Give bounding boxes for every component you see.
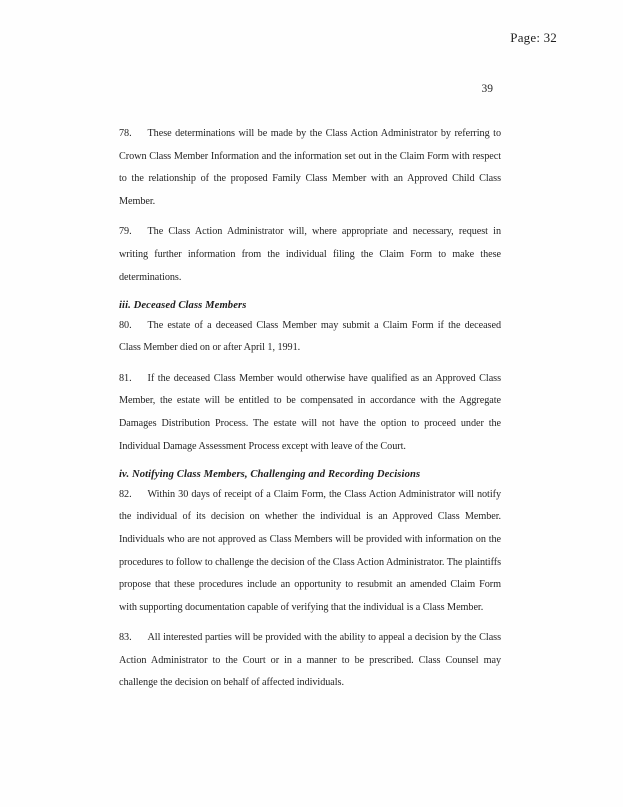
document-page-number: 39 xyxy=(481,83,493,95)
paragraph-81-text: If the deceased Class Member would otherwise have qualified as an Approved Class Member, the estate will be entitled to be compensated in accordance with the Aggregate Damages Distribution Process. The estate will not have the option to proceed under the Individual Damage Assessment Process except with leave of the Court. xyxy=(119,372,501,452)
viewer-page-label: Page: 32 xyxy=(510,30,557,45)
paragraph-78 xyxy=(119,123,501,213)
paragraph-83-text: All interested parties will be provided with the ability to appeal a decision by the Class Action Administrator to the Court or in a manner to be prescribed. Class Counsel may challenge the decision on behalf of affected individuals. xyxy=(119,632,501,689)
paragraph-81 xyxy=(119,368,501,458)
paragraph-79 xyxy=(119,221,501,289)
subheading-notifying-class-members: iv. Notifying Class Members, Challenging and Recording Decisions xyxy=(119,469,421,481)
paragraph-79-number: 79. xyxy=(119,226,132,238)
paragraph-80-number: 80. xyxy=(119,319,132,331)
paragraph-83-number: 83. xyxy=(119,632,132,644)
paragraph-82 xyxy=(119,484,501,620)
paragraph-80-text: The estate of a deceased Class Member may submit a Claim Form if the deceased Class Member died on or after April 1, 1991. xyxy=(119,319,501,354)
paragraph-81-number: 81. xyxy=(119,372,132,384)
paragraph-82-number: 82. xyxy=(119,488,132,500)
paragraph-79-text: The Class Action Administrator will, where appropriate and necessary, request in writing further information from the individual filing the Claim Form to make these determinations. xyxy=(119,226,501,283)
paragraph-78-text: These determinations will be made by the Class Action Administrator by referring to Crown Class Member Information and the information set out in the Claim Form with respect to the relationship of the proposed Family Class Member with an Approved Child Class Member. xyxy=(119,128,501,207)
paragraph-78-number: 78. xyxy=(119,128,132,139)
document-body xyxy=(119,123,501,703)
paragraph-83 xyxy=(119,627,501,695)
subheading-deceased-class-members: iii. Deceased Class Members xyxy=(119,300,247,312)
paragraph-82-text: Within 30 days of receipt of a Claim Form, the Class Action Administrator will notify the individual of its decision on whether the individual is an Approved Class Member. Individuals who are not approved as Class Members will be provided with information on the procedures to follow to challenge the decision of the Class Action Administrator. The plaintiffs propose that these procedures include an opportunity to resubmit an amended Claim Form with supporting documentation capable of verifying that the individual is a Class Member. xyxy=(119,488,501,613)
paragraph-80 xyxy=(119,315,501,360)
